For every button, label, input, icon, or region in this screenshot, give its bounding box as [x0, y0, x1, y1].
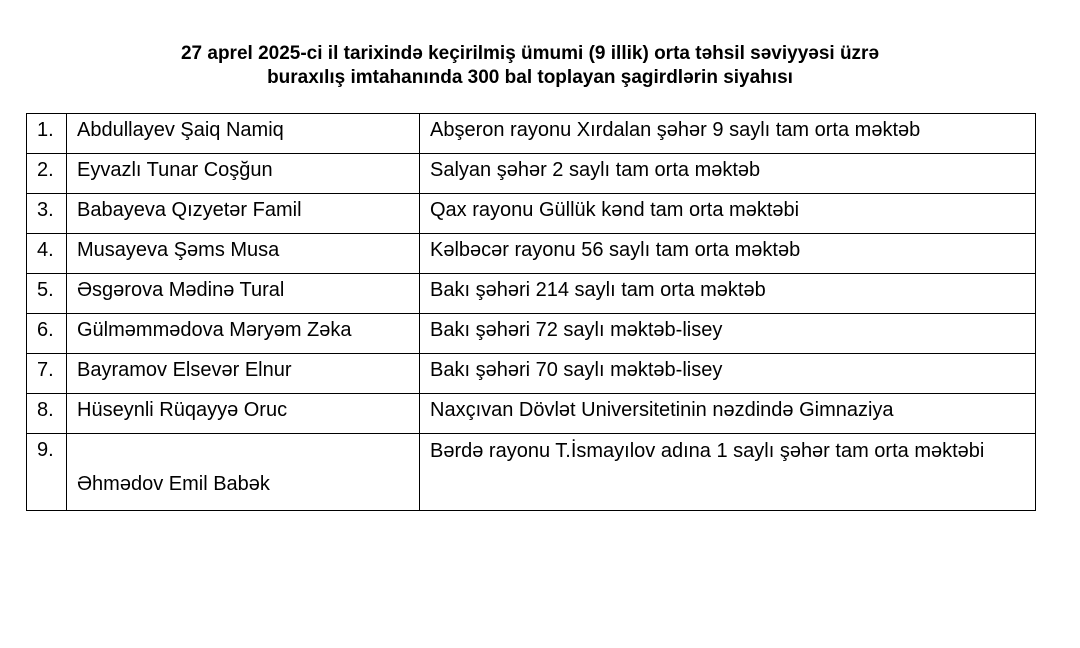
- table-row: [27, 114, 1036, 154]
- row-number: 9.: [27, 434, 67, 511]
- table-row: [27, 394, 1036, 434]
- school-name: Bakı şəhəri 72 saylı məktəb-lisey: [420, 314, 1036, 354]
- document-title-line-1: 27 aprel 2025-ci il tarixində keçirilmiş ümumi (9 illik) orta təhsil səviyyəsi üzrə: [180, 43, 880, 64]
- row-number: 2.: [27, 154, 67, 194]
- table-row: [27, 274, 1036, 314]
- school-name: Kəlbəcər rayonu 56 saylı tam orta məktəb: [420, 234, 1036, 274]
- school-name: Bakı şəhəri 70 saylı məktəb-lisey: [420, 354, 1036, 394]
- student-name: Gülməmmədova Məryəm Zəka: [67, 314, 420, 354]
- student-name: Babayeva Qızyetər Famil: [67, 194, 420, 234]
- students-table: [26, 113, 1036, 511]
- student-name: Əhmədov Emil Babək: [67, 434, 420, 511]
- table-row: [27, 234, 1036, 274]
- row-number: 5.: [27, 274, 67, 314]
- table-row: [27, 434, 1036, 511]
- school-name: Salyan şəhər 2 saylı tam orta məktəb: [420, 154, 1036, 194]
- table-row: [27, 154, 1036, 194]
- student-name: Hüseynli Rüqayyə Oruc: [67, 394, 420, 434]
- student-name: Musayeva Şəms Musa: [67, 234, 420, 274]
- row-number: 4.: [27, 234, 67, 274]
- student-name: Abdullayev Şaiq Namiq: [67, 114, 420, 154]
- student-name: Bayramov Elsevər Elnur: [67, 354, 420, 394]
- school-name: Abşeron rayonu Xırdalan şəhər 9 saylı tam orta məktəb: [420, 114, 1036, 154]
- row-number: 3.: [27, 194, 67, 234]
- row-number: 7.: [27, 354, 67, 394]
- table-row: [27, 194, 1036, 234]
- row-number: 6.: [27, 314, 67, 354]
- table-row: [27, 354, 1036, 394]
- school-name: Qax rayonu Güllük kənd tam orta məktəbi: [420, 194, 1036, 234]
- school-name: Bakı şəhəri 214 saylı tam orta məktəb: [420, 274, 1036, 314]
- table-row: [27, 314, 1036, 354]
- school-name: Naxçıvan Dövlət Universitetinin nəzdində Gimnaziya: [420, 394, 1036, 434]
- row-number: 8.: [27, 394, 67, 434]
- document-title: [0, 42, 1060, 90]
- document-title-line-2: buraxılış imtahanında 300 bal toplayan şagirdlərin siyahısı: [267, 67, 793, 88]
- row-number: 1.: [27, 114, 67, 154]
- student-name: Əsgərova Mədinə Tural: [67, 274, 420, 314]
- student-name: Eyvazlı Tunar Coşğun: [67, 154, 420, 194]
- school-name: Bərdə rayonu T.İsmayılov adına 1 saylı şəhər tam orta məktəbi: [420, 434, 1036, 511]
